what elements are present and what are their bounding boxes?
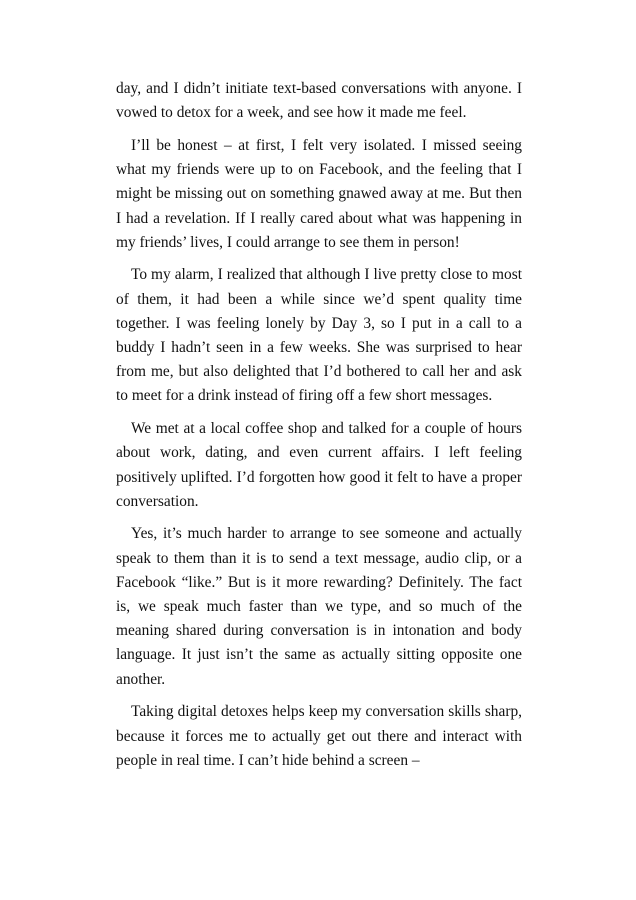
paragraph-3: To my alarm, I realized that although I live pretty close to most of them, it had been a while since we’d spent quality time together. I was feeling lonely by Day 3, so I put in a call to a buddy I hadn’t seen in a few weeks. She was surprised to hear from me, but also delighted that I’d bothered to call her and ask to meet for a drink instead of firing off a few short messages.: [116, 266, 522, 405]
paragraph-6: Taking digital detoxes helps keep my conversation skills sharp, because it forces me to actually get out there and interact with people in real time. I can’t hide behind a screen –: [116, 703, 522, 769]
paragraph-1: day, and I didn’t initiate text-based conversations with anyone. I vowed to detox for a week, and see how it made me feel.: [116, 80, 522, 122]
document-page: [116, 77, 522, 773]
paragraph-5: Yes, it’s much harder to arrange to see someone and actually speak to them than it is to send a text message, audio clip, or a Facebook “like.” But is it more rewarding? Definitely. The fact is, we speak much faster than we type, and so much of the meaning shared during conversation is in intonation and body language. It just isn’t the same as actually sitting opposite one another.: [116, 525, 522, 688]
paragraph-4: We met at a local coffee shop and talked for a couple of hours about work, dating, and even current affairs. I left feeling positively uplifted. I’d forgotten how good it felt to have a proper conversation.: [116, 420, 522, 510]
paragraph-2: I’ll be honest – at first, I felt very isolated. I missed seeing what my friends were up to on Facebook, and the feeling that I might be missing out on something gnawed away at me. But then I had a revelation. If I really cared about what was happening in my friends’ lives, I could arrange to see them in person!: [116, 136, 522, 251]
